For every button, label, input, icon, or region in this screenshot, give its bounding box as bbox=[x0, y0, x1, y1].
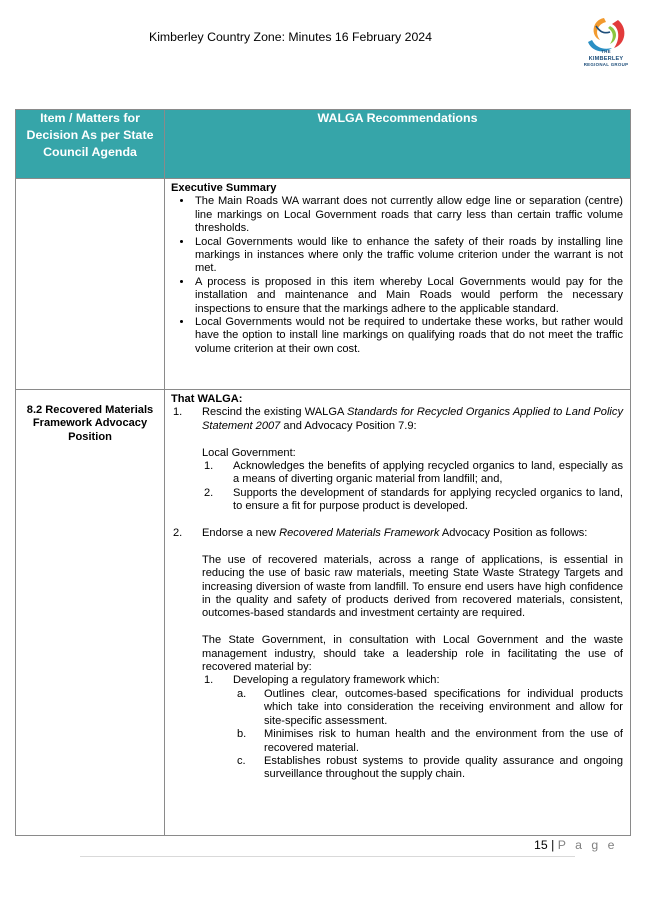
paragraph: The State Government, in consultation with Local Government and the waste management industry, should take a leadership role in facilitating the use of recovered material by: bbox=[202, 634, 623, 674]
list-item: • The Main Roads WA warrant does not currently allow edge line or separation (centre) line markings on Local Government roads that carry less than certain traffic volume thresholds. bbox=[193, 195, 623, 235]
paragraph: The use of recovered materials, across a range of applications, is essential in reducing the use of basic raw materials, meeting State Waste Strategy Targets and increasing diversion of waste from landfill. To ensure end users have high confidence in the quality and safety of products derived from recovered materials, consistent, outcomes-based standards and investment certainty are required. bbox=[202, 553, 623, 620]
table-header-row bbox=[16, 110, 631, 179]
that-walga: That WALGA: bbox=[171, 393, 243, 405]
list-item: c. Establishes robust systems to provide quality assurance and ongoing surveillance throughout the supply chain. bbox=[237, 754, 623, 781]
column-header-item: Item / Matters for Decision As per State Council Agenda bbox=[16, 110, 165, 179]
exec-summary-list bbox=[171, 195, 623, 356]
page-header-title: Kimberley Country Zone: Minutes 16 February 2024 bbox=[149, 30, 432, 44]
footer-divider bbox=[80, 856, 575, 857]
list-item: 1. Acknowledges the benefits of applying recycled organics to land, especially as a means of diverting organic material from landfill; and, bbox=[204, 460, 623, 486]
list-item: • A process is proposed in this item whereby Local Governments would pay for the installation and maintenance and Main Roads would perform the necessary inspections to ensure that the markings adhere to the applicable standard. bbox=[193, 276, 623, 316]
recommendations-table bbox=[15, 109, 631, 836]
list-item: b. Minimises risk to human health and the environment from the use of recovered material. bbox=[237, 728, 623, 754]
list-item: a. Outlines clear, outcomes-based specifications for individual products which take into consideration the receiving environment and allow for site-specific assessment. bbox=[237, 687, 623, 727]
column-header-recommendations: WALGA Recommendations bbox=[165, 110, 631, 179]
item-label: 8.2 Recovered Materials Framework Advocacy Position bbox=[16, 390, 165, 836]
list-item: • Local Governments would not be required to undertake these works, but rather would have the option to install line markings on qualifying roads that do not meet the traffic volume criterion at their own cost. bbox=[193, 316, 623, 356]
recommendation-item-2: 2. Endorse a new Recovered Materials Framework Advocacy Position as follows: bbox=[173, 527, 588, 540]
exec-summary-title: Executive Summary bbox=[171, 182, 277, 194]
table-row bbox=[16, 179, 631, 390]
local-government-heading: Local Government: bbox=[202, 446, 296, 459]
recommendation-cell bbox=[165, 390, 631, 836]
list-item: 1. Developing a regulatory framework which: bbox=[204, 674, 440, 687]
logo-text: THE KIMBERLEY REGIONAL GROUP bbox=[583, 49, 629, 68]
page-number: 15 | P a g e bbox=[534, 838, 618, 852]
table-row bbox=[16, 390, 631, 836]
recommendation-item-1: 1. Rescind the existing WALGA Standards for Recycled Organics Applied to Land Policy Statement 2007 and Advocacy Position 7.9: bbox=[173, 406, 623, 432]
exec-summary-cell bbox=[165, 179, 631, 390]
list-item: 2. Supports the development of standards for applying recycled organics to land, to ensure a fit for purpose product is developed. bbox=[204, 486, 623, 513]
list-item: • Local Governments would like to enhance the safety of their roads by installing line markings in instances where only the traffic volume criterion under the warrant is not met. bbox=[193, 236, 623, 276]
item-cell-empty bbox=[16, 179, 165, 390]
